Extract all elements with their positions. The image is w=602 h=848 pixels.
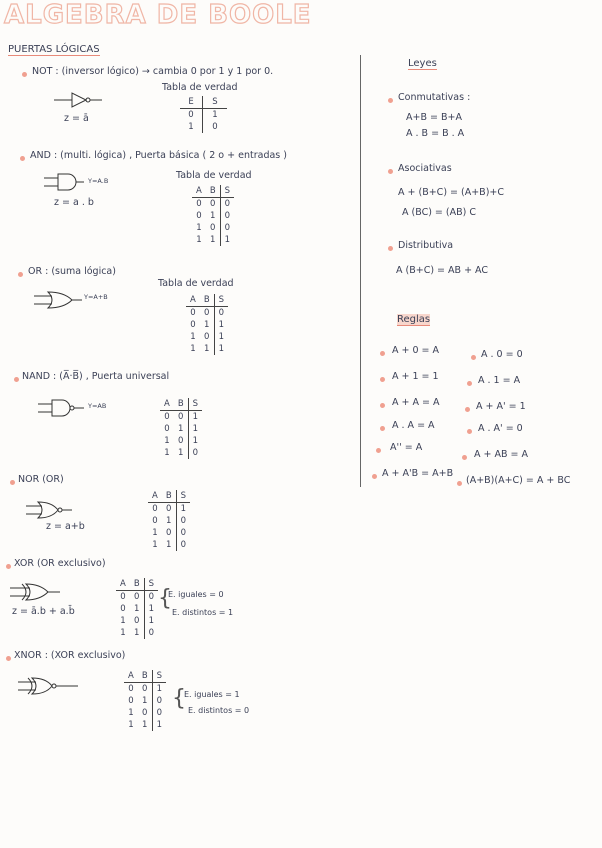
or-gate-icon xyxy=(34,290,90,310)
regla-left: A + A = A xyxy=(392,397,440,408)
and-table-title: Tabla de verdad xyxy=(176,170,252,181)
table-cell: 0 xyxy=(220,198,234,211)
table-header: B xyxy=(174,398,188,411)
table-cell: 1 xyxy=(142,696,148,706)
table-cell: 0 xyxy=(120,592,126,602)
xor-note-equal: E. iguales = 0 xyxy=(168,590,224,599)
table-cell: 1 xyxy=(128,708,134,718)
table-header: A xyxy=(192,185,206,198)
bullet xyxy=(380,351,385,356)
bullet xyxy=(467,429,472,434)
xor-label: XOR (OR exclusivo) xyxy=(14,558,106,569)
regla-left: A + 1 = 1 xyxy=(392,371,439,382)
table-cell: 0 xyxy=(142,684,148,694)
bullet xyxy=(388,98,393,103)
leyes-item-line: A+B = B+A xyxy=(406,112,462,123)
regla-right: A . 1 = A xyxy=(478,375,521,386)
table-cell: 1 xyxy=(144,615,158,627)
table-cell: 0 xyxy=(152,695,166,707)
bullet xyxy=(380,426,385,431)
table-header: S xyxy=(188,398,202,411)
table-header: S xyxy=(203,96,228,109)
table-cell: 1 xyxy=(152,719,166,731)
bullet xyxy=(380,377,385,382)
brace: { xyxy=(172,686,186,711)
table-cell: 0 xyxy=(196,199,202,209)
bullet xyxy=(457,481,462,486)
table-header: B xyxy=(206,185,220,198)
reglas-heading: Reglas xyxy=(397,314,431,325)
xor-note-diff: E. distintos = 1 xyxy=(172,608,234,617)
table-cell: 1 xyxy=(196,223,202,233)
table-header: B xyxy=(162,490,176,503)
table-cell: 1 xyxy=(142,720,148,730)
table-cell: 0 xyxy=(166,504,172,514)
table-cell: 1 xyxy=(178,448,184,458)
table-cell: 1 xyxy=(214,343,228,355)
table-cell: 0 xyxy=(190,308,196,318)
table-cell: 0 xyxy=(210,223,216,233)
table-cell: 1 xyxy=(196,235,202,245)
table-cell: 1 xyxy=(220,234,234,246)
regla-left: A + A'B = A+B xyxy=(382,468,454,479)
table-cell: 0 xyxy=(178,412,184,422)
bullet xyxy=(471,355,476,360)
xnor-gate-icon xyxy=(18,676,88,696)
nor-expression: z = a+b xyxy=(46,521,85,532)
leyes-item-line: A (BC) = (AB) C xyxy=(402,207,476,218)
bullet xyxy=(462,455,467,460)
table-cell: 0 xyxy=(176,515,190,527)
table-header: S xyxy=(176,490,190,503)
table-cell: 1 xyxy=(120,628,126,638)
leyes-item-line: A . B = B . A xyxy=(406,128,465,139)
table-cell: 1 xyxy=(144,603,158,615)
table-cell: 1 xyxy=(188,435,202,447)
table-cell: 1 xyxy=(166,516,172,526)
xnor-label: XNOR : (XOR exclusivo) xyxy=(14,650,126,661)
regla-left: A . A = A xyxy=(392,420,435,431)
xor-truth-table xyxy=(116,578,158,639)
brace: { xyxy=(158,586,172,611)
table-cell: 0 xyxy=(214,307,228,320)
nand-gate-output: Y=AB xyxy=(88,402,107,410)
table-cell: 1 xyxy=(164,436,170,446)
not-label: NOT : (inversor lógico) → cambia 0 por 1 y 1 por 0. xyxy=(32,66,274,77)
table-cell: 0 xyxy=(164,424,170,434)
table-cell: 1 xyxy=(190,344,196,354)
or-gate-output: Y=A+B xyxy=(84,293,108,301)
table-cell: 0 xyxy=(190,320,196,330)
table-cell: 0 xyxy=(204,308,210,318)
and-truth-table xyxy=(192,185,234,246)
table-cell: 0 xyxy=(152,516,158,526)
regla-right: A + A' = 1 xyxy=(476,401,526,412)
nor-label: NOR (OR) xyxy=(18,474,64,485)
table-cell: 1 xyxy=(204,320,210,330)
table-cell: 0 xyxy=(203,121,228,133)
and-gate-output: Y=A.B xyxy=(88,177,109,185)
leyes-item-name: Distributiva xyxy=(398,240,454,251)
table-cell: 1 xyxy=(190,332,196,342)
table-cell: 0 xyxy=(176,527,190,539)
bullet xyxy=(467,381,472,386)
nand-truth-table xyxy=(160,398,202,459)
or-truth-table xyxy=(186,294,228,355)
table-cell: 0 xyxy=(164,412,170,422)
xnor-truth-table xyxy=(124,670,166,731)
table-cell: 1 xyxy=(134,604,140,614)
and-gate-icon xyxy=(44,172,94,192)
section-heading: PUERTAS LÓGICAS xyxy=(8,44,100,55)
nor-gate-icon xyxy=(26,500,76,520)
table-cell: 1 xyxy=(178,424,184,434)
table-header: A xyxy=(186,294,200,307)
table-cell: 1 xyxy=(214,331,228,343)
or-label: OR : (suma lógica) xyxy=(28,266,116,277)
table-cell: 0 xyxy=(188,110,194,120)
bullet xyxy=(18,272,23,277)
table-cell: 0 xyxy=(196,211,202,221)
table-cell: 0 xyxy=(144,627,158,639)
page-title: ALGEBRA DE BOOLE xyxy=(4,0,312,30)
bullet xyxy=(465,407,470,412)
table-cell: 1 xyxy=(204,344,210,354)
table-cell: 1 xyxy=(210,235,216,245)
table-header: A xyxy=(124,670,138,683)
xnor-note-diff: E. distintos = 0 xyxy=(188,706,250,715)
leyes-item-line: A (B+C) = AB + AC xyxy=(396,265,489,276)
table-cell: 1 xyxy=(176,503,190,516)
xor-gate-icon xyxy=(10,582,66,602)
table-cell: 1 xyxy=(152,528,158,538)
table-cell: 1 xyxy=(152,683,166,696)
bullet xyxy=(6,564,11,569)
bullet xyxy=(376,448,381,453)
bullet xyxy=(380,403,385,408)
nand-gate-icon xyxy=(38,398,90,418)
nand-label: NAND : (A̅·B̅) , Puerta universal xyxy=(22,371,170,382)
regla-right: A . A' = 0 xyxy=(478,423,523,434)
table-cell: 1 xyxy=(166,540,172,550)
bullet xyxy=(22,72,27,77)
table-header: A xyxy=(148,490,162,503)
xor-expression: z = ā.b + a.b̄ xyxy=(12,606,75,617)
table-cell: 1 xyxy=(214,319,228,331)
bullet xyxy=(388,169,393,174)
xnor-note-equal: E. iguales = 1 xyxy=(184,690,240,699)
table-cell: 1 xyxy=(188,122,194,132)
table-cell: 1 xyxy=(134,628,140,638)
table-header: S xyxy=(220,185,234,198)
leyes-item-line: A + (B+C) = (A+B)+C xyxy=(398,187,505,198)
not-truth-table xyxy=(180,96,227,133)
bullet xyxy=(6,656,11,661)
bullet xyxy=(388,246,393,251)
table-cell: 0 xyxy=(188,447,202,459)
and-label: AND : (multi. lógica) , Puerta básica ( 2 o + entradas ) xyxy=(30,150,287,161)
table-cell: 1 xyxy=(210,211,216,221)
regla-left: A'' = A xyxy=(390,442,423,453)
not-table-title: Tabla de verdad xyxy=(162,82,238,93)
table-cell: 1 xyxy=(120,616,126,626)
table-cell: 1 xyxy=(164,448,170,458)
table-cell: 1 xyxy=(203,109,228,122)
table-cell: 0 xyxy=(210,199,216,209)
bullet xyxy=(372,474,377,479)
table-cell: 0 xyxy=(128,696,134,706)
table-cell: 1 xyxy=(188,423,202,435)
table-cell: 1 xyxy=(188,411,202,424)
or-table-title: Tabla de verdad xyxy=(158,278,234,289)
table-header: B xyxy=(138,670,152,683)
table-header: E xyxy=(180,96,203,109)
table-cell: 0 xyxy=(128,684,134,694)
bullet xyxy=(14,377,19,382)
table-cell: 0 xyxy=(134,592,140,602)
table-cell: 1 xyxy=(128,720,134,730)
bullet xyxy=(20,156,25,161)
table-header: S xyxy=(214,294,228,307)
table-cell: 0 xyxy=(166,528,172,538)
table-cell: 1 xyxy=(152,540,158,550)
column-divider xyxy=(360,55,361,487)
table-cell: 0 xyxy=(142,708,148,718)
table-cell: 0 xyxy=(134,616,140,626)
regla-right: A + AB = A xyxy=(474,449,529,460)
table-cell: 0 xyxy=(152,707,166,719)
table-header: S xyxy=(152,670,166,683)
table-header: B xyxy=(130,578,144,591)
table-cell: 0 xyxy=(220,210,234,222)
table-cell: 0 xyxy=(204,332,210,342)
regla-right: A . 0 = 0 xyxy=(481,349,523,360)
nor-truth-table xyxy=(148,490,190,551)
table-cell: 0 xyxy=(176,539,190,551)
table-cell: 0 xyxy=(144,591,158,604)
and-expression: z = a . b xyxy=(54,197,94,208)
leyes-item-name: Conmutativas : xyxy=(398,92,471,103)
table-cell: 0 xyxy=(120,604,126,614)
table-header: B xyxy=(200,294,214,307)
leyes-heading: Leyes xyxy=(408,58,437,69)
table-cell: 0 xyxy=(152,504,158,514)
regla-left: A + 0 = A xyxy=(392,345,440,356)
not-expression: z = ā xyxy=(64,113,89,124)
leyes-item-name: Asociativas xyxy=(398,163,452,174)
table-cell: 0 xyxy=(178,436,184,446)
table-cell: 0 xyxy=(220,222,234,234)
table-header: S xyxy=(144,578,158,591)
table-header: A xyxy=(116,578,130,591)
bullet xyxy=(10,480,15,485)
not-gate-icon xyxy=(54,90,104,110)
regla-right: (A+B)(A+C) = A + BC xyxy=(466,475,571,486)
table-header: A xyxy=(160,398,174,411)
